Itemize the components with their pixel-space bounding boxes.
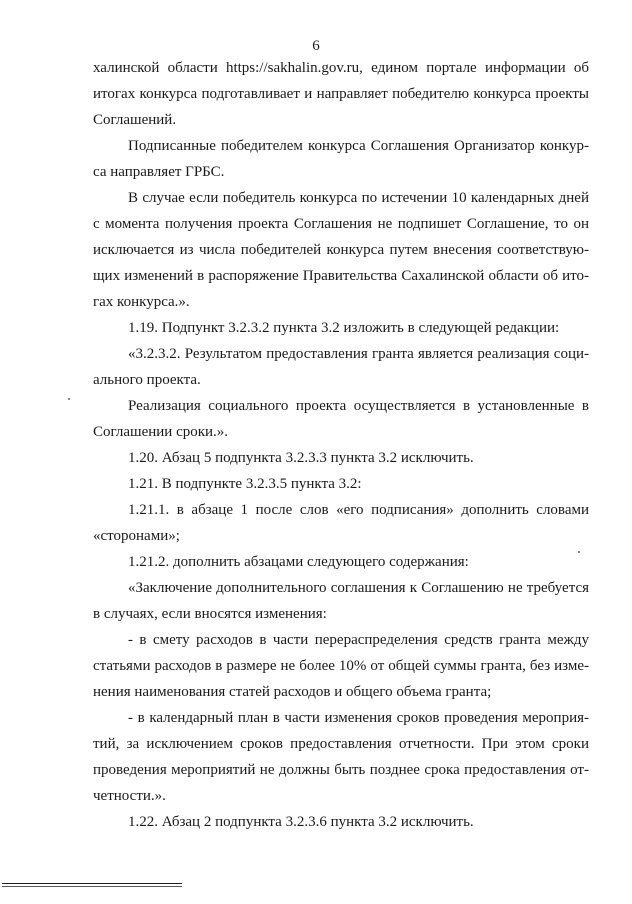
scan-speck (68, 398, 70, 400)
text-line: 1.19. Подпункт 3.2.3.2 пункта 3.2 изложить в следующей редакции: (128, 320, 560, 336)
text-line: гах конкурса.». (93, 294, 190, 310)
text-line: исключается из числа победителей конкурса путем внесения соответствую- (93, 242, 589, 258)
page-number: 6 (312, 38, 320, 54)
body-text (93, 55, 589, 835)
text-line: 1.20. Абзац 5 подпункта 3.2.3.3 пункта 3.2 исключить. (128, 450, 474, 466)
text-line: 1.21. В подпункте 3.2.3.5 пункта 3.2: (128, 476, 362, 492)
text-line: 1.22. Абзац 2 подпункта 3.2.3.6 пункта 3.2 исключить. (128, 814, 474, 830)
footer-rule (2, 886, 182, 887)
text-line: Соглашении сроки.». (93, 424, 229, 440)
text-line: проведения мероприятий не должны быть позднее срока предоставления от- (93, 762, 589, 778)
text-line: Подписанные победителем конкурса Соглашения Организатор конкур- (128, 138, 589, 154)
text-line: Соглашений. (93, 112, 177, 128)
text-line: щих изменений в распоряжение Правительства Сахалинской области об ито- (93, 268, 589, 284)
scan-speck (578, 551, 580, 553)
document-body (93, 55, 589, 835)
text-line: са направляет ГРБС. (93, 164, 225, 180)
text-line: итогах конкурса подготавливает и направляет победителю конкурса проекты (93, 86, 589, 102)
text-line: тий, за исключением сроков предоставления отчетности. При этом сроки (93, 736, 589, 752)
text-line: - в календарный план в части изменения сроков проведения мероприя- (128, 710, 589, 726)
footer-rule (2, 883, 182, 884)
text-line: халинской области https://sakhalin.gov.ru, едином портале информации об (93, 60, 589, 76)
text-line: статьями расходов в размере не более 10% от общей суммы гранта, без изме- (93, 658, 589, 674)
text-line: «сторонами»; (93, 528, 180, 544)
text-line: четности.». (93, 788, 166, 804)
text-line: в случаях, если вносятся изменения: (93, 606, 327, 622)
text-line: ального проекта. (93, 372, 201, 388)
text-line: «Заключение дополнительного соглашения к Соглашению не требуется (128, 580, 589, 596)
text-line: нения наименования статей расходов и общего объема гранта; (93, 684, 492, 700)
text-line: 1.21.1. в абзаце 1 после слов «его подписания» дополнить словами (128, 502, 589, 518)
text-line: В случае если победитель конкурса по истечении 10 календарных дней (128, 190, 589, 206)
text-line: - в смету расходов в части перераспределения средств гранта между (128, 632, 589, 648)
text-line: 1.21.2. дополнить абзацами следующего содержания: (128, 554, 469, 570)
text-line: с момента получения проекта Соглашения не подпишет Соглашение, то он (93, 216, 589, 232)
text-line: «3.2.3.2. Результатом предоставления гранта является реализация соци- (128, 346, 589, 362)
text-line: Реализация социального проекта осуществляется в установленные в (128, 398, 589, 414)
